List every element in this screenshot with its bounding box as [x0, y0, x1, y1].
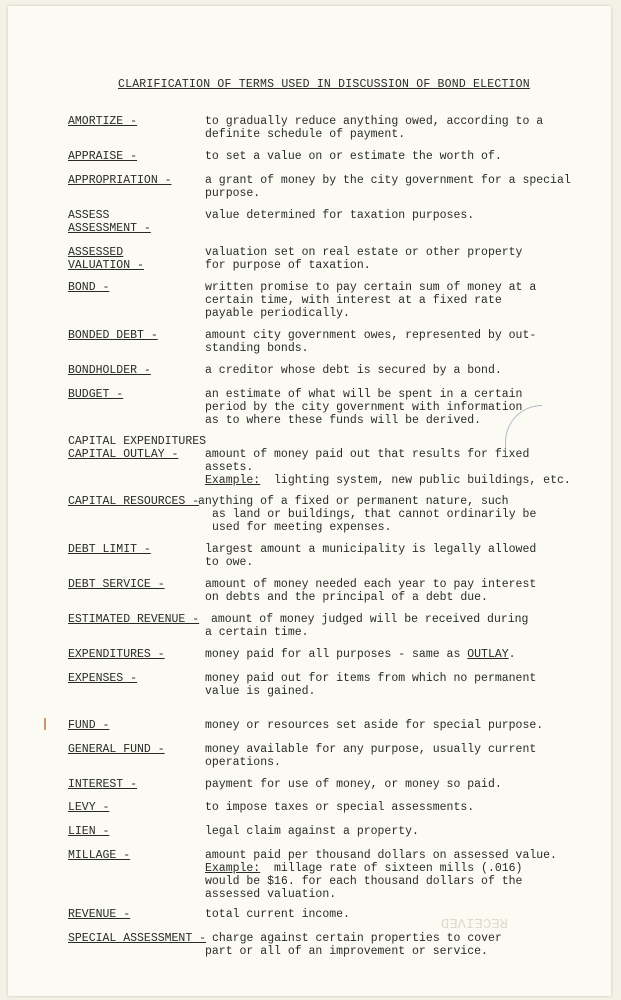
term-label: CAPITAL OUTLAY - — [68, 448, 179, 461]
definition-line: definite schedule of payment. — [205, 128, 406, 141]
term-label: BONDED DEBT - — [68, 329, 158, 342]
definition-line: amount of money needed each year to pay interest — [205, 578, 537, 591]
definition-line: amount of money judged will be received during — [211, 613, 529, 626]
definition-line: value determined for taxation purposes. — [205, 209, 475, 222]
term-label: GENERAL FUND - — [68, 743, 165, 756]
term-label: ASSESS — [68, 209, 110, 222]
example-text: lighting system, new public buildings, etc. — [260, 474, 571, 487]
term-label: DEBT LIMIT - — [68, 543, 151, 556]
term-label: ESTIMATED REVENUE - — [68, 613, 200, 626]
example-label: Example: — [205, 474, 261, 487]
term-label: DEBT SERVICE - — [68, 578, 165, 591]
definition-line: assets. — [205, 461, 254, 474]
term-label: APPROPRIATION - — [68, 174, 172, 187]
definition-line: as land or buildings, that cannot ordinarily be — [212, 508, 537, 521]
definition-line: charge against certain properties to cover — [212, 932, 502, 945]
definition-line: payable periodically. — [205, 307, 350, 320]
definition-line: to owe. — [205, 556, 254, 569]
definition-line: money paid out for items from which no permanent — [205, 672, 537, 685]
definition-line: assessed valuation. — [205, 888, 337, 901]
definition-line: standing bonds. — [205, 342, 309, 355]
term-label: ASSESSED — [68, 246, 124, 259]
definition-line: used for meeting expenses. — [212, 521, 392, 534]
definition-line: for purpose of taxation. — [205, 259, 371, 272]
definition-line: part or all of an improvement or service. — [205, 945, 488, 958]
definition-line: on debts and the principal of a debt due. — [205, 591, 488, 604]
ink-mark — [44, 718, 46, 730]
term-label: BOND - — [68, 281, 110, 294]
term-label: EXPENSES - — [68, 672, 138, 685]
term-label: LEVY - — [68, 801, 110, 814]
definition-line: amount of money paid out that results for fixed — [205, 448, 530, 461]
definition-line: valuation set on real estate or other property — [205, 246, 523, 259]
term-label: INTEREST - — [68, 778, 138, 791]
definition-line: a certain time. — [205, 626, 309, 639]
definition-line: money available for any purpose, usually current — [205, 743, 537, 756]
definition-line: legal claim against a property. — [205, 825, 419, 838]
term-label: BONDHOLDER - — [68, 364, 151, 377]
page-title: CLARIFICATION OF TERMS USED IN DISCUSSION OF BOND ELECTION — [118, 78, 530, 91]
term-label: MILLAGE - — [68, 849, 131, 862]
definition-line: money paid for all purposes - same as — [205, 648, 468, 661]
faint-stamp: RECEIVED — [440, 914, 508, 930]
term-label: APPRAISE - — [68, 150, 138, 163]
definition-line: payment for use of money, or money so paid. — [205, 778, 502, 791]
definition-line: total current income. — [205, 908, 350, 921]
definition-line: amount city government owes, represented by out- — [205, 329, 537, 342]
definition-line: as to where these funds will be derived. — [205, 414, 482, 427]
definition-line: certain time, with interest at a fixed rate — [205, 294, 502, 307]
term-label: CAPITAL RESOURCES - — [68, 495, 200, 508]
definition-link-term: OUTLAY — [467, 648, 509, 661]
term-label: REVENUE - — [68, 908, 131, 921]
definition-line: to impose taxes or special assessments. — [205, 801, 475, 814]
term-label: AMORTIZE - — [68, 115, 138, 128]
definition-line: operations. — [205, 756, 281, 769]
term-label: CAPITAL EXPENDITURES — [68, 435, 207, 448]
definition-line: an estimate of what will be spent in a certain — [205, 388, 523, 401]
term-label: BUDGET - — [68, 388, 124, 401]
term-label: ASSESSMENT - — [68, 222, 151, 235]
definition-line: would be $16. for each thousand dollars of the — [205, 875, 523, 888]
term-label: SPECIAL ASSESSMENT - — [68, 932, 207, 945]
definition-line: a creditor whose debt is secured by a bond. — [205, 364, 502, 377]
definition-punctuation: . — [508, 648, 516, 661]
definition-line: to set a value on or estimate the worth of. — [205, 150, 502, 163]
definition-line: written promise to pay certain sum of money at a — [205, 281, 537, 294]
definition-line: to gradually reduce anything owed, according to a — [205, 115, 544, 128]
definition-line: money or resources set aside for special purpose. — [205, 719, 544, 732]
example-label: Example: — [205, 862, 261, 875]
definition-line: a grant of money by the city government for a special — [205, 174, 571, 187]
example-text: millage rate of sixteen mills (.016) — [260, 862, 523, 875]
definition-line: period by the city government with information — [205, 401, 523, 414]
term-label: LIEN - — [68, 825, 110, 838]
definition-line: amount paid per thousand dollars on assessed value. — [205, 849, 557, 862]
term-label: EXPENDITURES - — [68, 648, 165, 661]
definition-line: purpose. — [205, 187, 261, 200]
definition-line: value is gained. — [205, 685, 316, 698]
definition-line: largest amount a municipality is legally allowed — [205, 543, 537, 556]
term-label: VALUATION - — [68, 259, 144, 272]
definition-line: anything of a fixed or permanent nature, such — [198, 495, 509, 508]
term-label: FUND - — [68, 719, 110, 732]
